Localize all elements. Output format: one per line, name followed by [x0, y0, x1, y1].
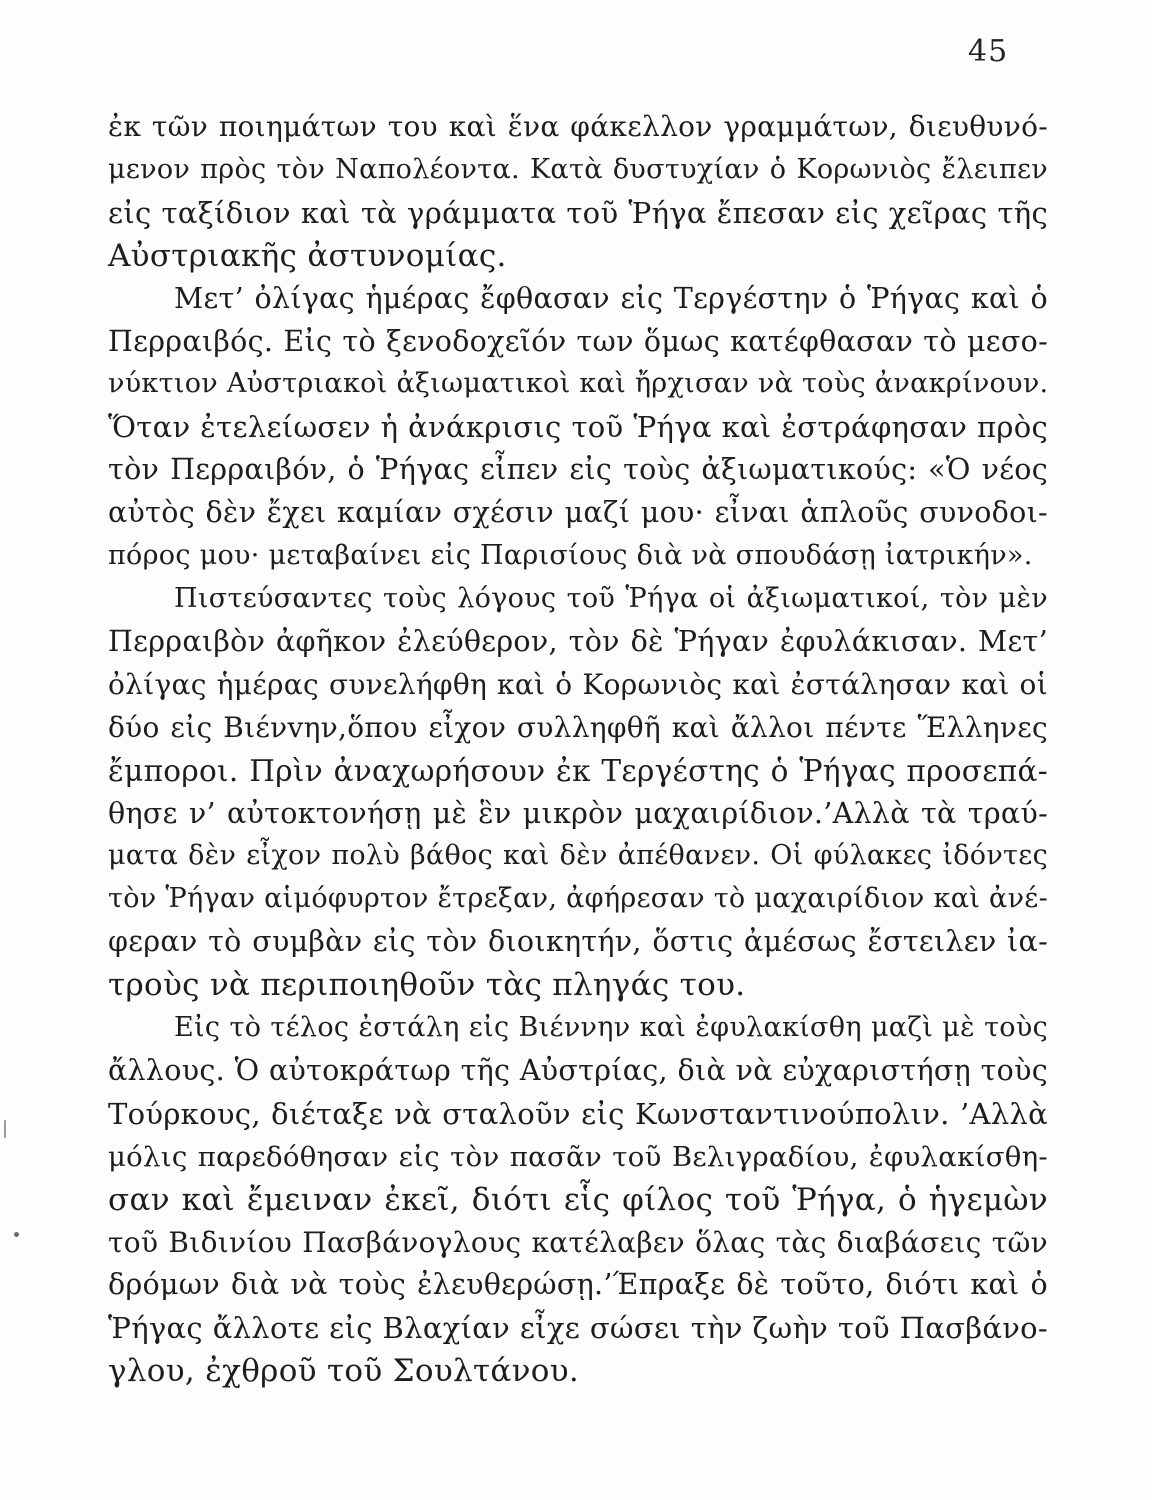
text-line: θησε ν’ αὐτοκτονήσῃ μὲ ἓν μικρὸν μαχαιρίδιον.’Αλλὰ τὰ τραύ-: [108, 796, 1048, 830]
text-line: ματα δὲν εἶχον πολὺ βάθος καὶ δὲν ἀπέθανεν. Οἱ φύλακες ἰδόντες: [108, 840, 1048, 872]
text-line: Τούρκους, διέταξε νὰ σταλοῦν εἰς Κωνσταντινούπολιν. ’Αλλὰ: [108, 1096, 1048, 1131]
text-line: τὸν Περραιβόν, ὁ Ῥήγας εἶπεν εἰς τοὺς ἀξιωματικούς: «Ὁ νέος: [108, 453, 1048, 487]
text-line: Εἰς τὸ τέλος ἐστάλη εἰς Βιέννην καὶ ἐφυλακίσθη μαζὶ μὲ τοὺς: [174, 1012, 1048, 1044]
text-line: σαν καὶ ἔμειναν ἐκεῖ, διότι εἷς φίλος τοῦ Ῥήγα, ὁ ἡγεμὼν: [108, 1181, 1048, 1218]
text-line: ἐκ τῶν ποιημάτων του καὶ ἕνα φάκελλον γραμμάτων, διευθυνό-: [108, 110, 1048, 143]
text-line: φεραν τὸ συμβὰν εἰς τὸν διοικητήν, ὅστις ἀμέσως ἔστειλεν ἰα-: [108, 925, 1048, 959]
text-line: ὀλίγας ἡμέρας συνελήφθη καὶ ὁ Κορωνιὸς καὶ ἐστάλησαν καὶ οἱ: [108, 667, 1048, 701]
text-line: Περραιβός. Εἰς τὸ ξενοδοχεῖόν των ὅμως κατέφθασαν τὸ μεσο-: [108, 324, 1048, 358]
text-line: Περραιβὸν ἀφῆκον ἐλεύθερον, τὸν δὲ Ῥήγαν ἐφυλάκισαν. Μετ’: [108, 624, 1048, 658]
text-line: ἄλλους. Ὁ αὐτοκράτωρ τῆς Αὐστρίας, διὰ νὰ εὐχαριστήσῃ τοὺς: [108, 1053, 1048, 1087]
text-line: Μετ’ ὀλίγας ἡμέρας ἔφθασαν εἰς Τεργέστην ὁ Ῥήγας καὶ ὁ: [174, 281, 1048, 315]
text-line: μόλις παρεδόθησαν εἰς τὸν πασᾶν τοῦ Βελιγραδίου, ἐφυλακίσθη-: [108, 1140, 1048, 1173]
text-line: αὐτὸς δὲν ἔχει καμίαν σχέσιν μαζί μου· εἶναι ἁπλοῦς συνοδοι-: [108, 496, 1048, 530]
text-line: γλου, ἐχθροῦ τοῦ Σουλτάνου.: [108, 1353, 580, 1390]
text-line: εἰς ταξίδιον καὶ τὰ γράμματα τοῦ Ῥήγα ἔπεσαν εἰς χεῖρας τῆς: [108, 195, 1048, 230]
text-line: τοῦ Βιδινίου Πασβάνογλους κατέλαβεν ὅλας τὰς διαβάσεις τῶν: [108, 1225, 1048, 1259]
text-line: Πιστεύσαντες τοὺς λόγους τοῦ Ῥήγα οἱ ἀξιωματικοί, τὸν μὲν: [174, 582, 1048, 614]
text-line: τὸν Ῥήγαν αἱμόφυρτον ἔτρεξαν, ἀφήρεσαν τὸ μαχαιρίδιον καὶ ἀνέ-: [108, 883, 1048, 915]
text-line: τροὺς νὰ περιποιηθοῦν τὰς πληγάς του.: [108, 967, 746, 1004]
text-line: Αὐστριακῆς ἀστυνομίας.: [108, 237, 507, 274]
scan-speck: [4, 1120, 6, 1138]
text-line: ἔμποροι. Πρὶν ἀναχωρήσουν ἐκ Τεργέστης ὁ Ῥήγας προσεπά-: [108, 753, 1048, 788]
text-line: δρόμων διὰ νὰ τοὺς ἐλευθερώσῃ.’Έπραξε δὲ τοῦτο, διότι καὶ ὁ: [108, 1268, 1048, 1302]
text-line: νύκτιον Αὐστριακοὶ ἀξιωματικοὶ καὶ ἤρχισαν νὰ τοὺς ἀνακρίνουν.: [108, 368, 1049, 400]
text-line: Ῥήγας ἄλλοτε εἰς Βλαχίαν εἶχε σώσει τὴν ζωὴν τοῦ Πασβάνο-: [108, 1311, 1048, 1346]
text-line: δύο εἰς Βιένvην,ὅπου εἶχον συλληφθῆ καὶ ἄλλοι πέντε Ἕλληνες: [108, 710, 1048, 744]
scan-speck: [14, 1232, 19, 1237]
body-text: [108, 106, 1048, 1393]
text-line: πόρος μου· μεταβαίνει εἰς Παρισίους διὰ νὰ σπουδάσῃ ἰατρικήν».: [108, 540, 1033, 572]
text-line: μενον πρὸς τὸν Ναπολέοντα. Κατὰ δυστυχίαν ὁ Κορωνιὸς ἔλειπεν: [108, 153, 1048, 185]
page-number: 45: [968, 34, 1009, 69]
text-line: Ὅταν ἐτελείωσεν ἡ ἀνάκρισις τοῦ Ῥήγα καὶ ἐστράφησαν πρὸς: [108, 410, 1048, 445]
